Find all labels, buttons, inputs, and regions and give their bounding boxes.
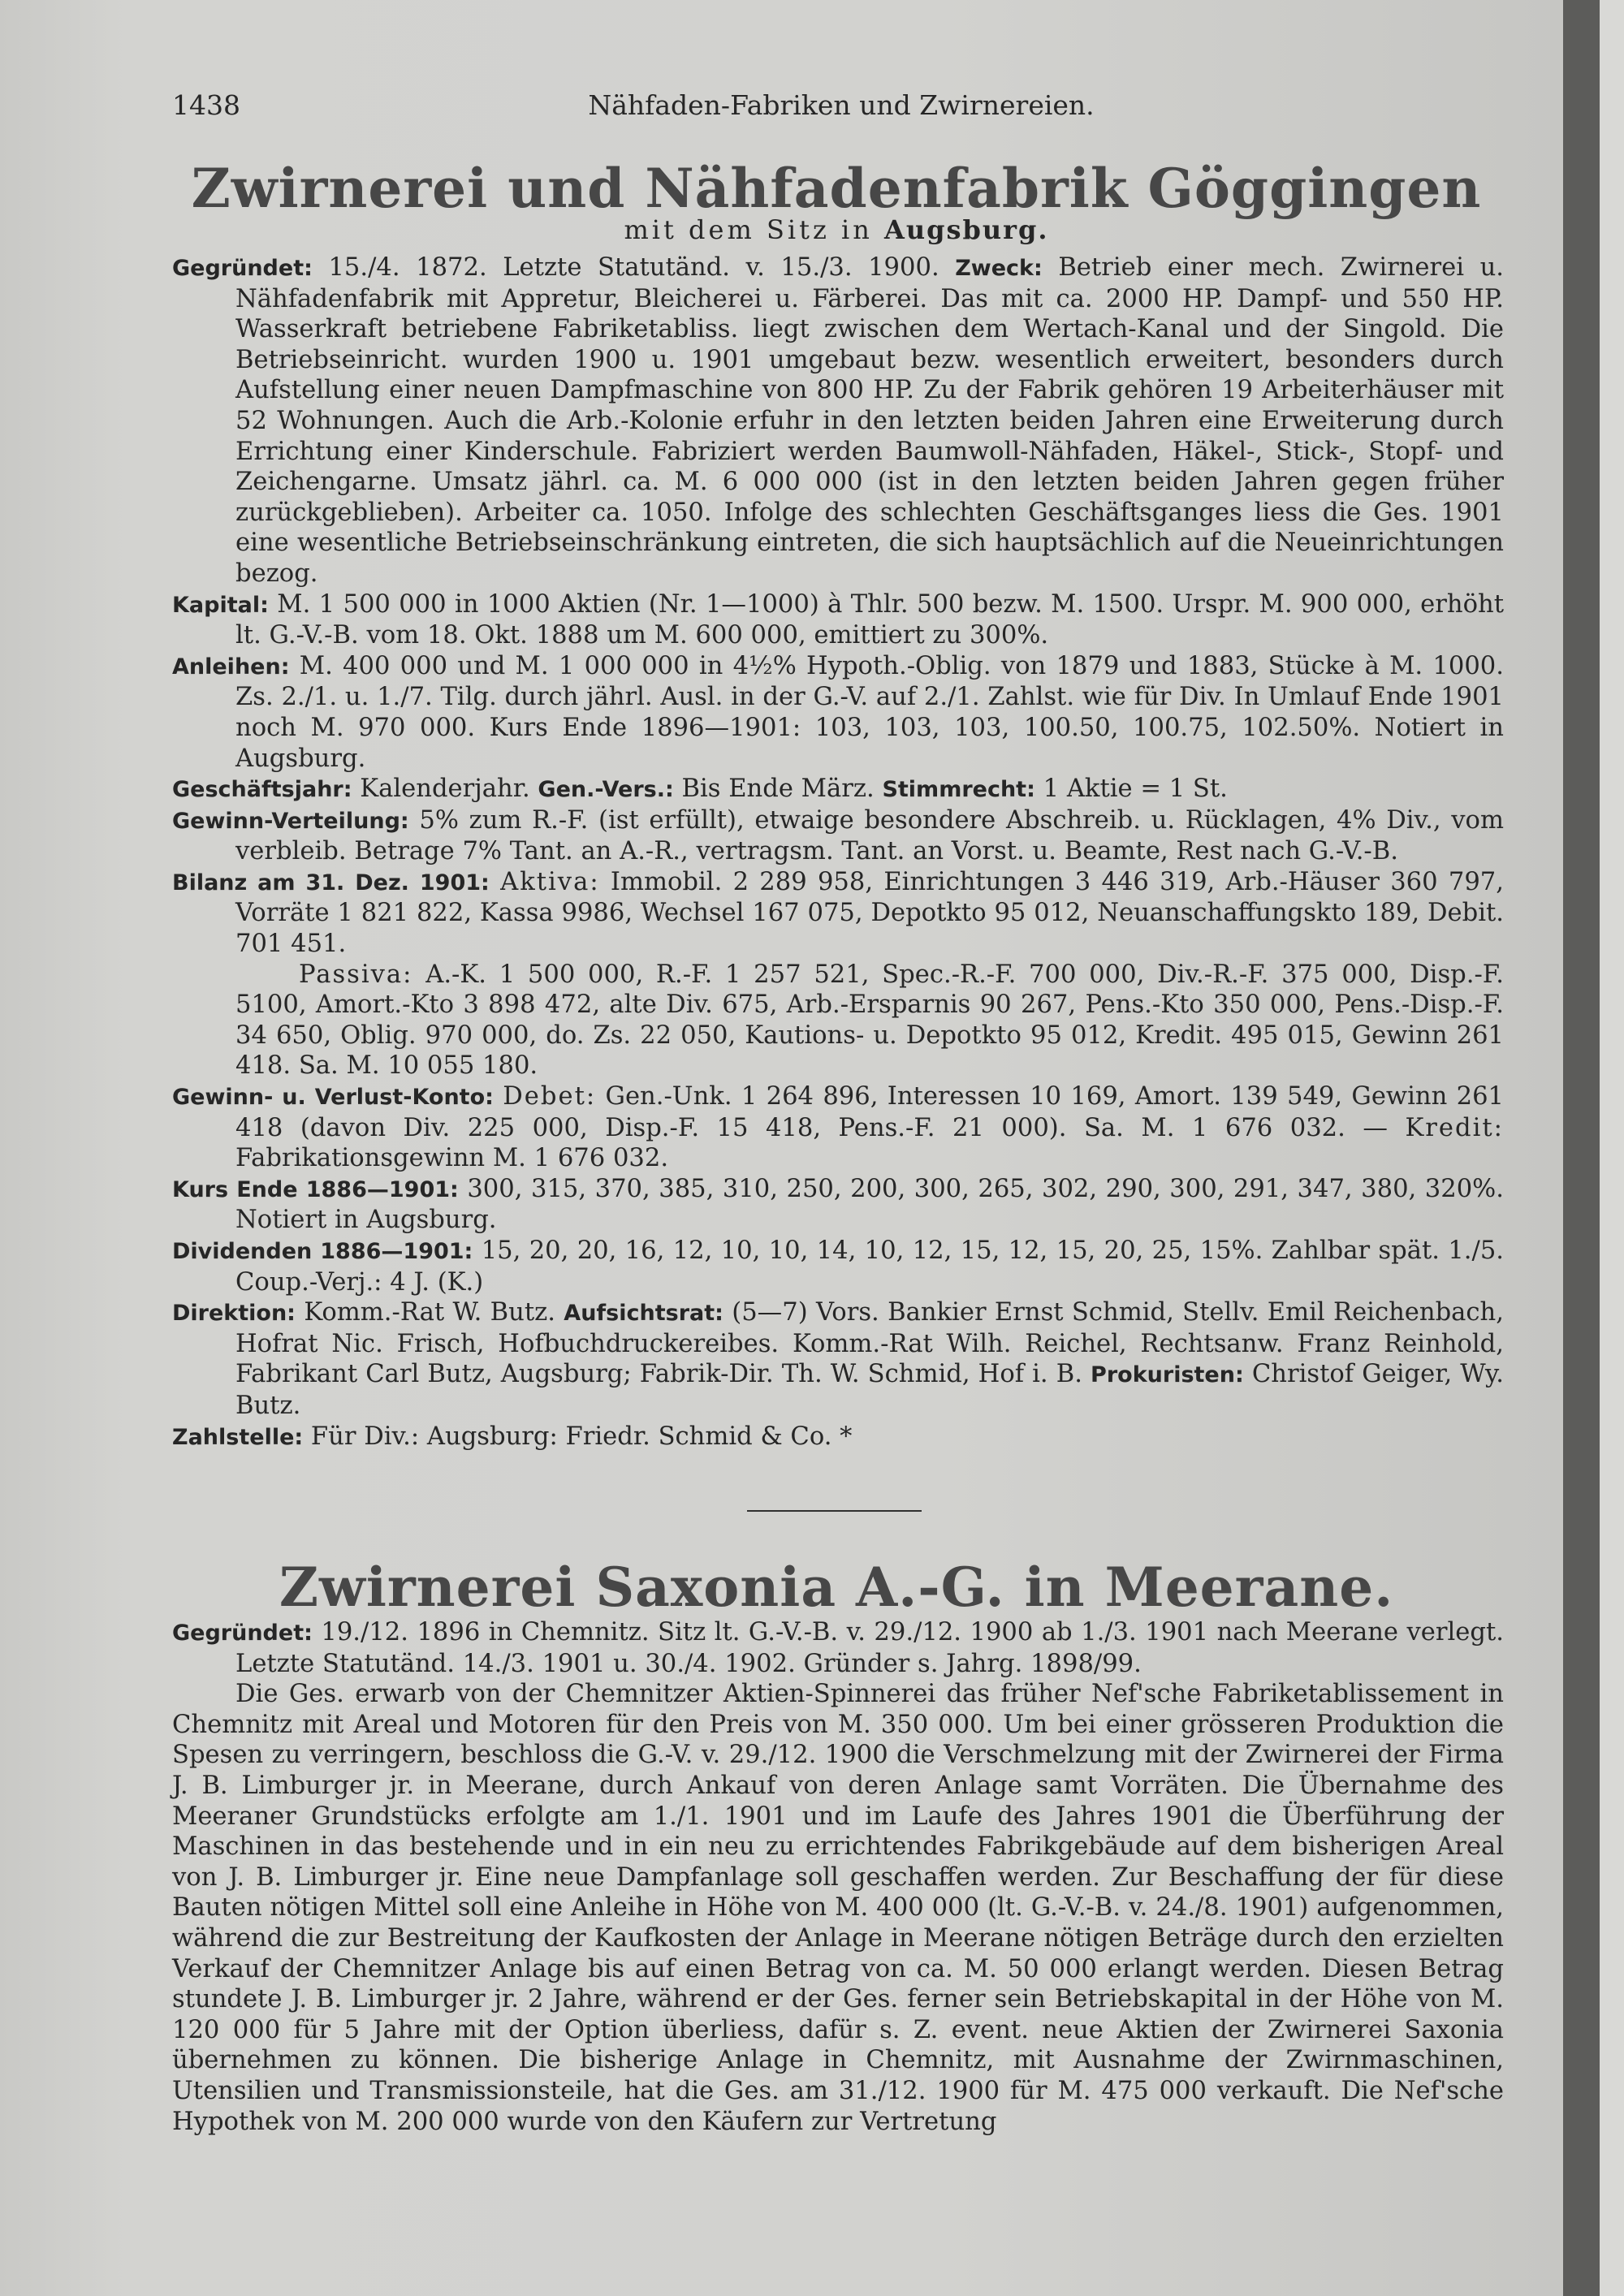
running-head: [172, 88, 1510, 123]
entry-label: Stimmrecht:: [882, 777, 1035, 803]
entry-dividenden: [172, 1236, 1504, 1297]
company2-paragraph: Die Ges. erwarb von der Chemnitzer Aktien-Spinnerei das früher Nef'sche Fabriketablissement in Chemnitz mit Areal und Motoren für den Preis von M. 350 000. Um bei einer grösseren Produktion die Spesen zu verringern, beschloss die G.-V. v. 29./12. 1900 die Verschmelzung mit der Zwirnerei der Firma J. B. Limburger jr. in Meerane, durch Ankauf von deren Anlage samt Vorräten. Die Übernahme des Meeraner Grundstücks erfolgte am 1./1. 1901 und im Laufe des Jahres 1901 die Überführung der Maschinen in das bestehende und in ein neu zu errichtendes Fabrikgebäude auf dem bisherigen Areal von J. B. Limburger jr. Eine neue Dampfanlage soll geschaffen werden. Zur Beschaffung der für diese Bauten nötigen Mittel soll eine Anleihe in Höhe von M. 400 000 (lt. G.-V.-B. v. 24./8. 1901) aufgenommen, während die zur Bestreitung der Kaufkosten der Anlage in Meerane nötigen Beträge durch den erzielten Verkauf der Chemnitzer Anlage bis auf einen Betrag von ca. M. 50 000 erlangt werden. Diesen Betrag stundete J. B. Limburger jr. 2 Jahre, während er der Ges. ferner sein Betriebskapital in der Höhe von M. 120 000 für 5 Jahre mit der Option überliess, dafür s. Z. event. neue Aktien der Zwirnerei Saxonia übernehmen zu können. Die bisherige Anlage in Chemnitz, mit Ausnahme der Zwirnmaschinen, Utensilien und Transmissionsteile, hat die Ges. am 31./12. 1900 für M. 475 000 verkauft. Die Nef'sche Hypothek von M. 200 000 wurde von den Käufern zur Vertretung: [172, 1680, 1504, 2136]
subtitle-city: Augsburg.: [884, 214, 1049, 245]
entry-gegruendet: [172, 1617, 1504, 1679]
entry-gegruendet: [172, 252, 1504, 589]
entry-label: Kapital:: [172, 592, 269, 618]
section-divider: [747, 1510, 922, 1512]
entry-label: Direktion:: [172, 1301, 296, 1327]
entry-text: 300, 315, 370, 385, 310, 250, 200, 300, 265, 302, 290, 300, 291, 347, 380, 320%. Notiert in Augsburg.: [235, 1174, 1504, 1235]
entry-label: Kurs Ende 1886—1901:: [172, 1176, 459, 1202]
company-title: Zwirnerei Saxonia A.-G. in Meerane.: [279, 1556, 1394, 1619]
entry-geschaeftsjahr: [172, 774, 1504, 805]
entry-kurs: [172, 1174, 1504, 1236]
entry-text: Christof Geiger, Wy. Butz.: [235, 1360, 1505, 1420]
company1-body: [172, 252, 1504, 1452]
entry-text: 15, 20, 20, 16, 12, 10, 10, 14, 10, 12, 15, 12, 15, 20, 25, 15%. Zahlbar spät. 1./5. Coup.-Verj.: 4 J. (K.): [235, 1236, 1505, 1297]
entry-text: 1 Aktie = 1 St.: [1043, 775, 1228, 804]
entry-text: 15./4. 1872. Letzte Statutänd. v. 15./3. 1900.: [328, 253, 939, 282]
company2-body: [172, 1617, 1504, 2137]
entry-bilanz: [172, 867, 1504, 960]
company-subtitle: [162, 214, 1510, 246]
entry-label: Geschäftsjahr:: [172, 777, 352, 803]
entry-label: Gegründet:: [172, 1621, 313, 1646]
running-header-title: Nähfaden-Fabriken und Zwirnereien.: [588, 89, 1095, 121]
entry-label: Aufsichtsrat:: [564, 1301, 723, 1327]
entry-bilanz-passiva: [172, 960, 1504, 1081]
aktiva-label: Aktiva:: [500, 867, 600, 896]
debet-text: Gen.-Unk. 1 264 896, Interessen 10 169, Amort. 139 549, Gewinn 261 418 (davon Div. 225 000, Disp.-F. 15 418, Pens.-F. 21 000). Sa. M. 1 676 032. —: [235, 1082, 1505, 1142]
kredit-label: Kredit:: [1405, 1113, 1504, 1142]
entry-gewinn-verlust-konto: [172, 1081, 1504, 1174]
page-edge-shadow: [1563, 0, 1600, 2296]
aktiva-text: Immobil. 2 289 958, Einrichtungen 3 446 319, Arb.-Häuser 360 797, Vorräte 1 821 822, Kassa 9986, Wechsel 167 075, Depotkto 95 012, Neuanschaffungskto 189, Debit. 701 451.: [235, 867, 1504, 959]
entry-text: 19./12. 1896 in Chemnitz. Sitz lt. G.-V.-B. v. 29./12. 1900 ab 1./3. 1901 nach Meerane verlegt. Letzte Statutänd. 14./3. 1901 u. 30./4. 1902. Gründer s. Jahrg. 1898/99.: [235, 1618, 1504, 1678]
entry-direktion: [172, 1297, 1504, 1421]
entry-text: Betrieb einer mech. Zwirnerei u. Nähfadenfabrik mit Appretur, Bleicherei u. Färberei. Das mit ca. 2000 HP. Dampf- und 550 HP. Wasserkraft betriebene Fabriketabliss. liegt zwischen dem Wertach-Kanal und der Singold. Die Betriebseinricht. wurden 1900 u. 1901 umgebaut bezw. wesentlich erweitert, besonders durch Aufstellung einer neuen Dampfmaschine von 800 HP. Zu der Fabrik gehören 19 Arbeiterhäuser mit 52 Wohnungen. Auch die Arb.-Kolonie erfuhr in den letzten beiden Jahren eine Erweiterung durch Errichtung einer Kinderschule. Fabriziert werden Baumwoll-Nähfaden, Häkel-, Stick-, Stopf- und Zeichengarne. Umsatz jährl. ca. M. 6 000 000 (ist in den letzten beiden Jahren gegen früher zurückgeblieben). Arbeiter ca. 1050. Infolge des schlechten Geschäftsganges liess die Ges. 1901 eine wesentliche Betriebseinschränkung eintreten, die sich hauptsächlich auf die Neueinrichtungen bezog.: [235, 253, 1504, 588]
entry-zahlstelle: [172, 1422, 1504, 1453]
entry-text: M. 400 000 und M. 1 000 000 in 4½% Hypoth.-Oblig. von 1879 und 1883, Stücke à M. 1000. Zs. 2./1. u. 1./7. Tilg. durch jährl. Ausl. in der G.-V. auf 2./1. Zahlst. wie für Div. In Umlauf Ende 1901 noch M. 970 000. Kurs Ende 1896—1901: 103, 103, 103, 100.50, 100.75, 102.50%. Notiert in Augsburg.: [235, 651, 1504, 773]
entry-label: Bilanz am 31. Dez. 1901:: [172, 870, 490, 896]
passiva-text: A.-K. 1 500 000, R.-F. 1 257 521, Spec.-R.-F. 700 000, Div.-R.-F. 375 000, Disp.-F. 5100, Amort.-Kto 3 898 472, alte Div. 675, Arb.-Ersparnis 90 267, Pens.-Kto 350 000, Pens.-Disp.-F. 34 650, Oblig. 970 000, do. Zs. 22 050, Kautions- u. Depotkto 95 012, Kredit. 495 015, Gewinn 261 418. Sa. M. 10 055 180.: [235, 960, 1504, 1081]
company-title: Zwirnerei und Nähfadenfabrik Göggingen: [191, 157, 1482, 220]
entry-label: Prokuristen:: [1091, 1362, 1244, 1388]
entry-text: 5% zum R.-F. (ist erfüllt), etwaige besondere Abschreib. u. Rücklagen, 4% Div., vom verbleib. Betrage 7% Tant. an A.-R., vertragsm. Tant. an Vorst. u. Beamte, Rest nach G.-V.-B.: [235, 805, 1504, 866]
entry-label: Gen.-Vers.:: [538, 777, 674, 803]
entry-anleihen: [172, 651, 1504, 774]
entry-label: Anleihen:: [172, 654, 290, 680]
entry-label: Gewinn-Verteilung:: [172, 808, 409, 834]
page-edge-margin: [1600, 0, 1624, 2296]
entry-text: Komm.-Rat W. Butz.: [304, 1298, 555, 1327]
entry-label: Dividenden 1886—1901:: [172, 1239, 473, 1264]
entry-text: Bis Ende März.: [681, 775, 875, 804]
kredit-text: Fabrikationsgewinn M. 1 676 032.: [235, 1144, 669, 1173]
entry-text: Für Div.: Augsburg: Friedr. Schmid & Co. *: [310, 1422, 853, 1451]
entry-label: Zahlstelle:: [172, 1424, 304, 1450]
entry-text: Kalenderjahr.: [360, 775, 530, 804]
entry-label: Gewinn- u. Verlust-Konto:: [172, 1085, 494, 1111]
passiva-label: Passiva:: [299, 960, 413, 989]
entry-text: (5—7) Vors. Bankier Ernst Schmid, Stellv. Emil Reichenbach, Hofrat Nic. Frisch, Hofbuchdruckereibes. Komm.-Rat Wilh. Reichel, Rechtsanw. Franz Reinhold, Fabrikant Carl Butz, Augsburg; Fabrik-Dir. Th. W. Schmid, Hof i. B.: [235, 1298, 1504, 1389]
page-number: 1438: [172, 89, 240, 121]
entry-label: Gegründet:: [172, 256, 313, 281]
entry-label: Zweck:: [955, 256, 1043, 281]
entry-gewinn-verteilung: [172, 805, 1504, 867]
entry-text: M. 1 500 000 in 1000 Aktien (Nr. 1—1000) à Thlr. 500 bezw. M. 1500. Urspr. M. 900 000, erhöht lt. G.-V.-B. vom 18. Okt. 1888 um M. 600 000, emittiert zu 300%.: [235, 589, 1504, 650]
debet-label: Debet:: [503, 1082, 597, 1111]
entry-kapital: [172, 589, 1504, 651]
subtitle-text: mit dem Sitz in: [624, 214, 885, 245]
